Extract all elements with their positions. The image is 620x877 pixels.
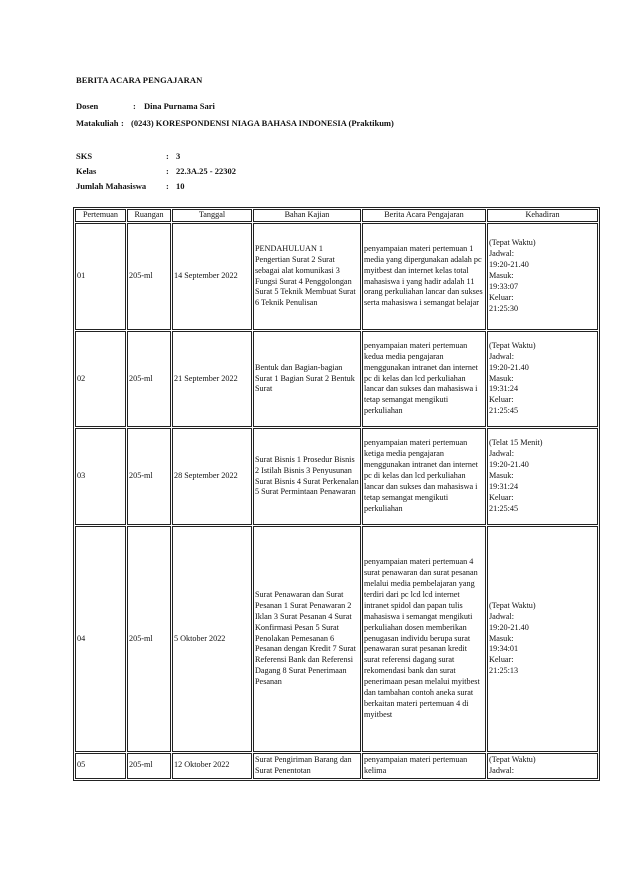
pertemuan-cell: 03 [75, 428, 126, 525]
kehadiran-cell [487, 428, 598, 525]
kehadiran-jadwal-label: Jadwal: [489, 611, 515, 621]
kehadiran-keluar-label: Keluar: [489, 292, 514, 302]
table-row [75, 223, 598, 330]
kehadiran-jadwal-value: 19:20-21.40 [489, 622, 529, 632]
bahan-kajian-cell: Surat Bisnis 1 Prosedur Bisnis 2 Istilah Bisnis 3 Penyusunan Surat Bisnis 4 Surat Perkenalan 5 Surat Permintaan Penawaran [253, 428, 361, 525]
kehadiran-jadwal-label: Jadwal: [489, 249, 515, 259]
matakuliah-colon: : [121, 118, 124, 128]
kehadiran-cell [487, 331, 598, 427]
dosen-value: Dina Purnama Sari [144, 101, 215, 111]
berita-acara-table [73, 207, 600, 781]
jumlah-mahasiswa-label: Jumlah Mahasiswa [76, 181, 147, 191]
pertemuan-cell: 02 [75, 331, 126, 427]
kehadiran-status: (Tepat Waktu) [489, 600, 536, 610]
kehadiran-masuk-label: Masuk: [489, 373, 514, 383]
berita-acara-cell: penyampaian materi pertemuan kedua media pengajaran menggunakan intranet dan internet pc di kelas dan lcd perkuliahan lancar dan sukses dan mahasiswa i tetap semangat mengikuti perkuliahan [362, 331, 486, 427]
ruangan-cell: 205-ml [127, 223, 171, 330]
table-row [75, 428, 598, 525]
pertemuan-cell: 01 [75, 223, 126, 330]
kehadiran-cell [487, 753, 598, 779]
matakuliah-label: Matakuliah [76, 118, 119, 128]
table-row [75, 526, 598, 752]
kehadiran-jadwal-value: 19:20-21.40 [489, 260, 529, 270]
sks-value: 3 [176, 151, 181, 161]
kehadiran-masuk-label: Masuk: [489, 633, 514, 643]
kehadiran-jadwal-value: 19:20-21.40 [489, 362, 529, 372]
header-pertemuan: Pertemuan [75, 209, 126, 222]
kehadiran-cell [487, 223, 598, 330]
kehadiran-jadwal-label: Jadwal: [489, 449, 515, 459]
kelas-colon: : [166, 166, 169, 176]
bahan-kajian-cell: Bentuk dan Bagian-bagian Surat 1 Bagian Surat 2 Bentuk Surat [253, 331, 361, 427]
kehadiran-masuk-value: 19:33:07 [489, 281, 519, 291]
kehadiran-jadwal-label: Jadwal: [489, 765, 515, 775]
kehadiran-jadwal-value: 19:20-21.40 [489, 460, 529, 470]
kehadiran-cell [487, 526, 598, 752]
kelas-value: 22.3A.25 - 22302 [176, 166, 236, 176]
kehadiran-masuk-label: Masuk: [489, 271, 514, 281]
table-row [75, 753, 598, 779]
kehadiran-keluar-label: Keluar: [489, 655, 514, 665]
ruangan-cell: 205-ml [127, 331, 171, 427]
kehadiran-jadwal-label: Jadwal: [489, 351, 515, 361]
bahan-kajian-cell: PENDAHULUAN 1 Pengertian Surat 2 Surat sebagai alat komunikasi 3 Fungsi Surat 4 Penggolongan Surat 5 Teknik Membuat Surat 6 Teknik Penulisan [253, 223, 361, 330]
document-title: BERITA ACARA PENGAJARAN [76, 75, 203, 85]
dosen-label: Dosen [76, 101, 99, 111]
header-tanggal: Tanggal [172, 209, 252, 222]
tanggal-cell: 12 Oktober 2022 [172, 753, 252, 779]
berita-acara-cell: penyampaian materi pertemuan 4 surat penawaran dan surat pesanan melalui media pembelajaran yang terdiri dari pc lcd lcd internet intranet spidol dan papan tulis mahasiswa i semangat mengikuti perkuliahan dosen memberikan penugasan individu berupa surat penawaran surat pesanan kredit surat referensi dagang surat rekomendasi bank dan surat penerimaan pesan melalui myitbest dan tambahan contoh aneka surat berkaitan materi pertemuan 4 di myitbest [362, 526, 486, 752]
kehadiran-status: (Tepat Waktu) [489, 755, 536, 764]
bahan-kajian-cell: Surat Penawaran dan Surat Pesanan 1 Surat Penawaran 2 Iklan 3 Surat Pesanan 4 Surat Konfirmasi Pesan 5 Surat Penolakan Pemesanan 6 Pesanan dengan Kredit 7 Surat Referensi Bank dan Referensi Dagang 8 Surat Penerimaan Pesanan [253, 526, 361, 752]
kelas-label: Kelas [76, 166, 97, 176]
kehadiran-status: (Telat 15 Menit) [489, 438, 543, 448]
kehadiran-keluar-value: 21:25:30 [489, 303, 519, 313]
table-header-row [75, 209, 598, 222]
kehadiran-masuk-label: Masuk: [489, 471, 514, 481]
jumlah-mahasiswa-colon: : [166, 181, 169, 191]
kehadiran-status: (Tepat Waktu) [489, 340, 536, 350]
tanggal-cell: 21 September 2022 [172, 331, 252, 427]
tanggal-cell: 28 September 2022 [172, 428, 252, 525]
kehadiran-masuk-value: 19:34:01 [489, 644, 519, 654]
berita-acara-cell: penyampaian materi pertemuan kelima [362, 753, 486, 779]
berita-acara-cell: penyampaian materi pertemuan 1 media yang dipergunakan adalah pc myitbest dan internet kelas total mahasiswa i yang hadir adalah 11 orang perkuliahan lancar dan sukses serta mahasiswa i semangat belajar [362, 223, 486, 330]
kehadiran-keluar-label: Keluar: [489, 492, 514, 502]
tanggal-cell: 14 September 2022 [172, 223, 252, 330]
kehadiran-masuk-value: 19:31:24 [489, 384, 519, 394]
sks-colon: : [166, 151, 169, 161]
berita-acara-cell: penyampaian materi pertemuan ketiga media pengajaran menggunakan intranet dan internet pc di kelas dan lcd perkuliahan lancar dan sukses dan mahasiswa i tetap semangat mengikuti perkuliahan [362, 428, 486, 525]
kehadiran-keluar-value: 21:25:13 [489, 666, 519, 676]
header-bahan-kajian: Bahan Kajian [253, 209, 361, 222]
ruangan-cell: 205-ml [127, 753, 171, 779]
matakuliah-value: (0243) KORESPONDENSI NIAGA BAHASA INDONESIA (Praktikum) [131, 118, 394, 128]
kehadiran-keluar-value: 21:25:45 [489, 406, 519, 416]
table-row [75, 331, 598, 427]
kehadiran-status: (Tepat Waktu) [489, 238, 536, 248]
pertemuan-cell: 04 [75, 526, 126, 752]
pertemuan-cell: 05 [75, 753, 126, 779]
bahan-kajian-cell: Surat Pengiriman Barang dan Surat Penentotan [253, 753, 361, 779]
header-ruangan: Ruangan [127, 209, 171, 222]
tanggal-cell: 5 Oktober 2022 [172, 526, 252, 752]
header-berita-acara: Berita Acara Pengajaran [362, 209, 486, 222]
dosen-colon: : [133, 101, 136, 111]
kehadiran-keluar-value: 21:25:45 [489, 503, 519, 513]
kehadiran-masuk-value: 19:31:24 [489, 481, 519, 491]
sks-label: SKS [76, 151, 93, 161]
ruangan-cell: 205-ml [127, 428, 171, 525]
jumlah-mahasiswa-value: 10 [176, 181, 185, 191]
ruangan-cell: 205-ml [127, 526, 171, 752]
kehadiran-keluar-label: Keluar: [489, 395, 514, 405]
header-kehadiran: Kehadiran [487, 209, 598, 222]
